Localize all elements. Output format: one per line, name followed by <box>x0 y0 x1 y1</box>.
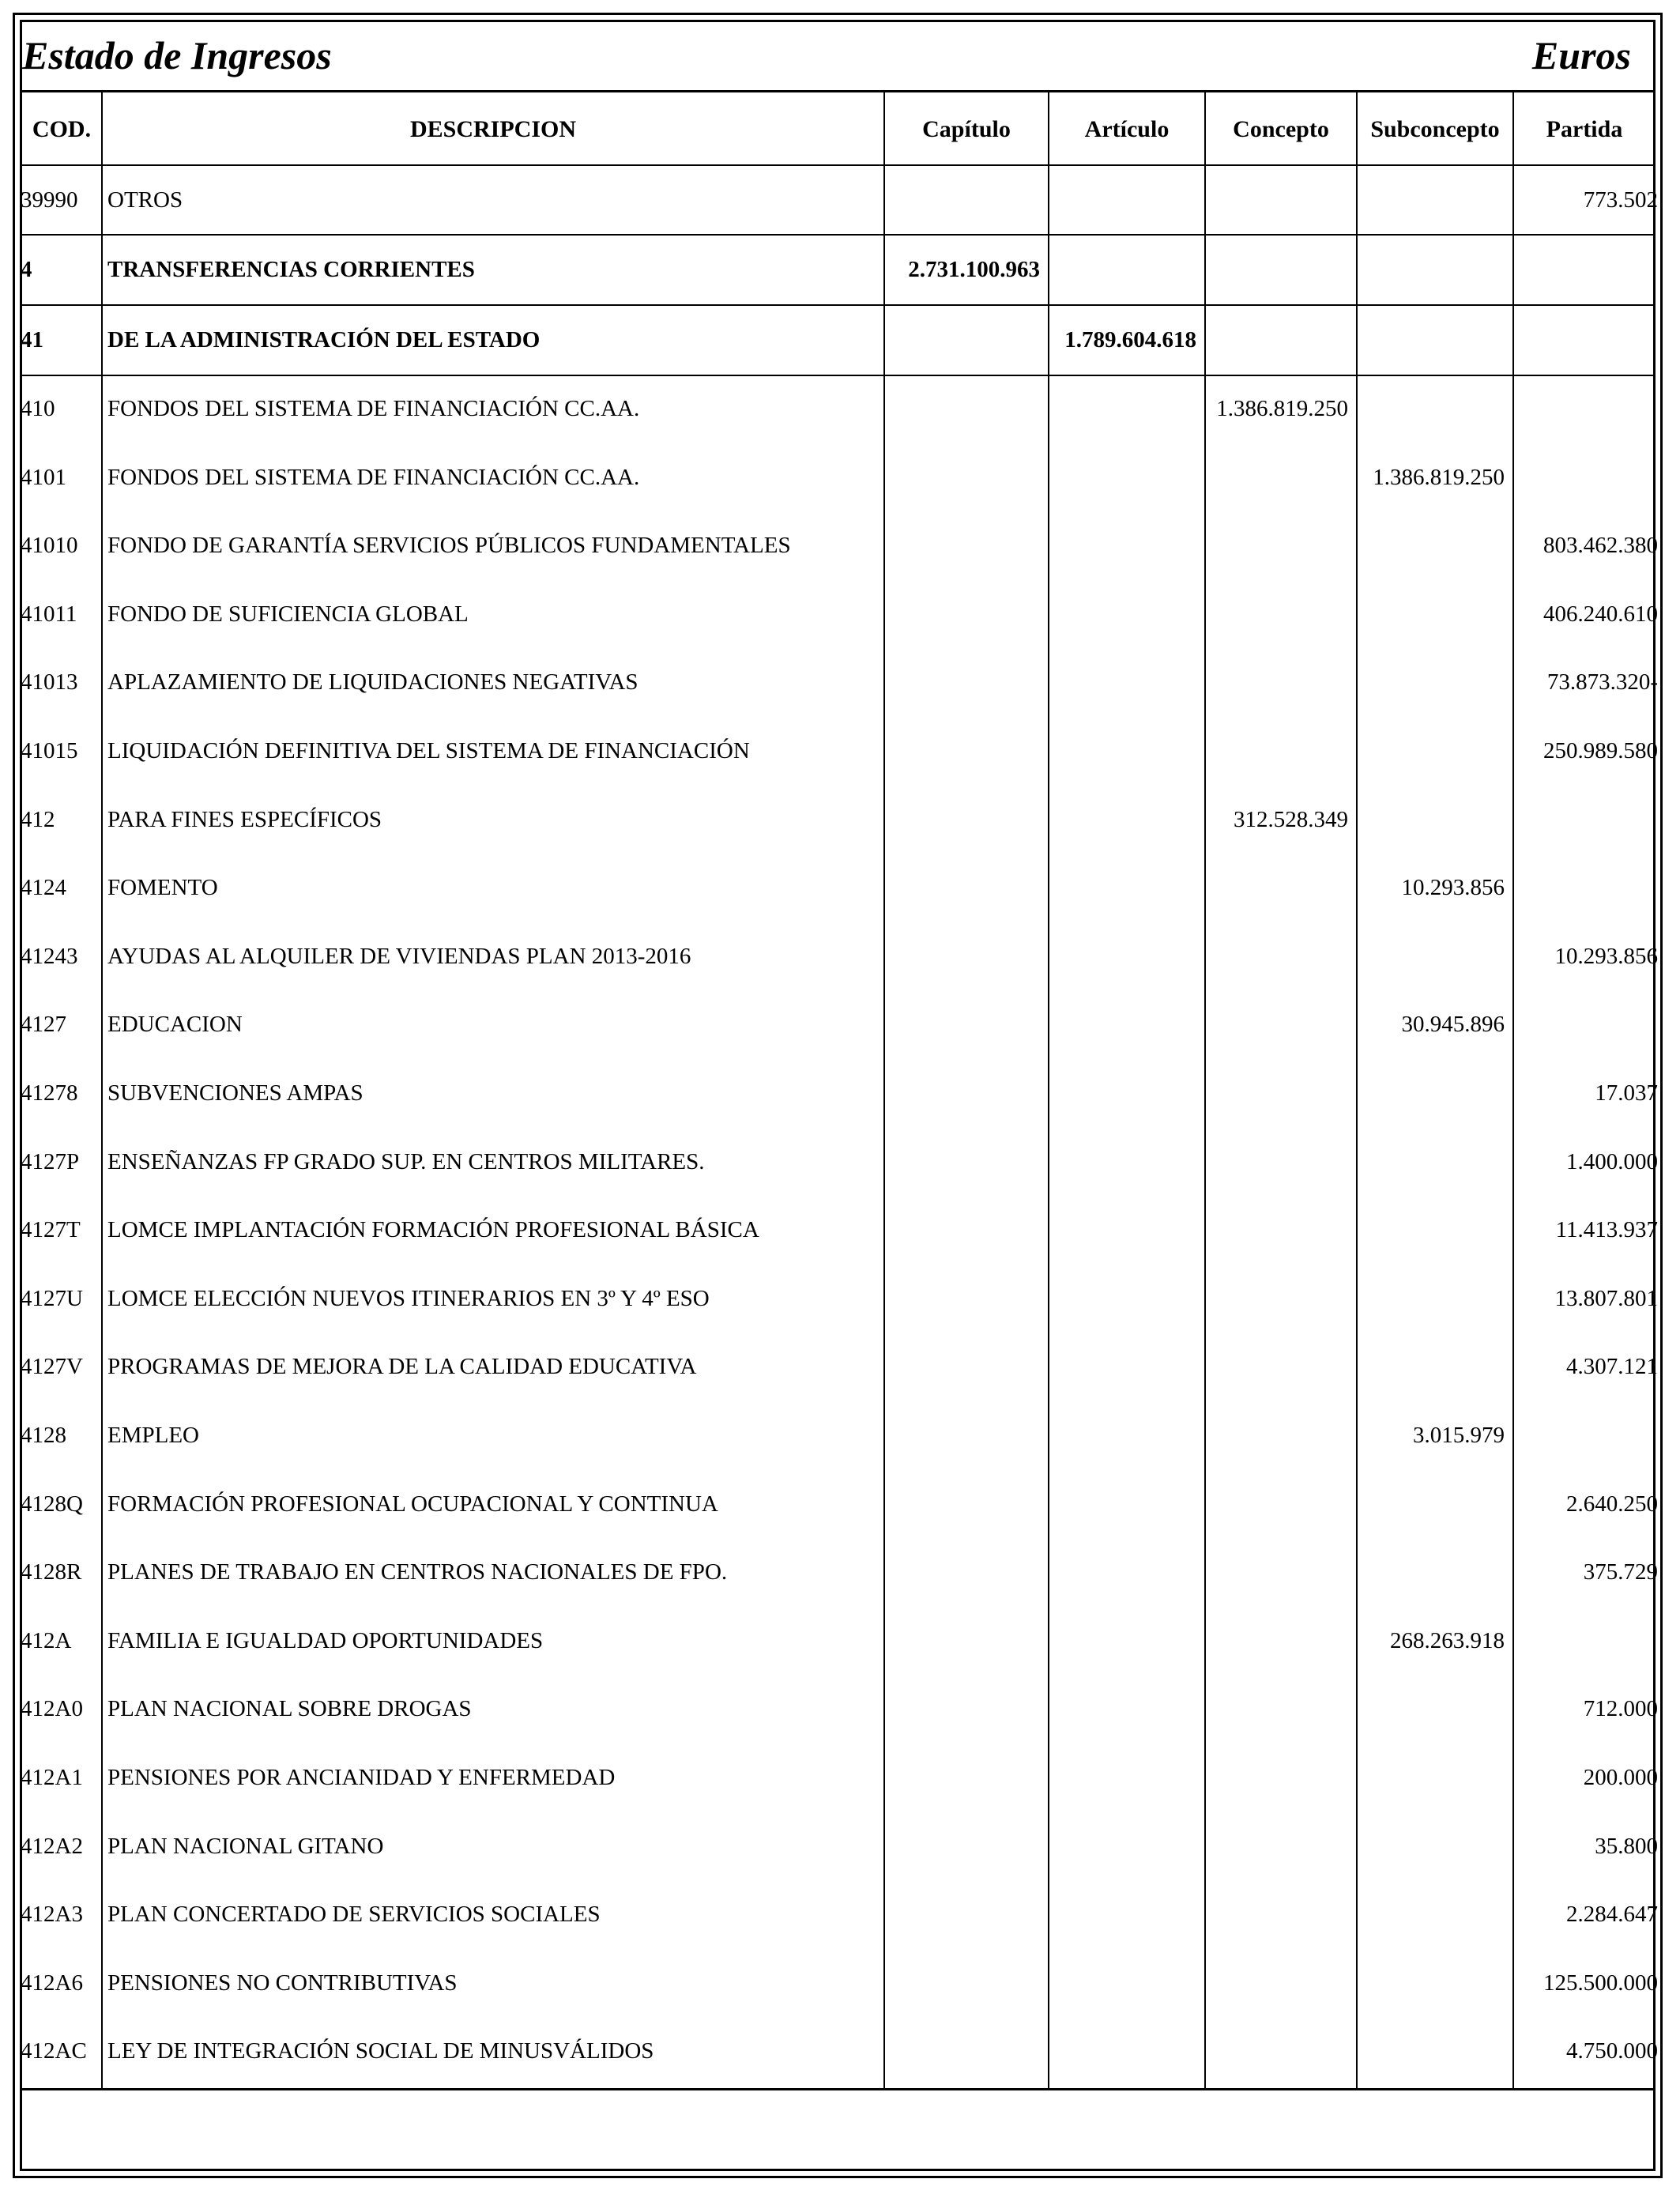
row-subconcepto <box>1358 1538 1505 1607</box>
row-code: 4127V <box>21 1354 83 1380</box>
row-capitulo <box>885 166 1040 235</box>
row-subconcepto: 1.386.819.250 <box>1373 464 1505 490</box>
table-row <box>0 580 1680 649</box>
row-partida <box>1514 786 1658 854</box>
table-row <box>0 648 1680 717</box>
row-capitulo <box>885 1607 1040 1676</box>
row-partida: 35.800 <box>1595 1833 1658 1859</box>
row-description: OTROS <box>107 187 183 213</box>
row-capitulo <box>885 854 1040 922</box>
row-partida <box>1514 375 1658 443</box>
row-articulo <box>1049 1538 1196 1607</box>
row-partida: 125.500.000 <box>1543 1970 1658 1996</box>
row-concepto <box>1206 1128 1348 1197</box>
row-subconcepto <box>1358 1675 1505 1744</box>
table-row <box>0 1744 1680 1812</box>
table-row <box>0 1949 1680 2018</box>
row-code: 412A <box>21 1627 72 1653</box>
row-code: 4127P <box>21 1148 80 1174</box>
row-capitulo <box>885 1401 1040 1470</box>
row-articulo <box>1049 236 1196 304</box>
row-concepto <box>1206 1949 1348 2018</box>
row-description: PLAN CONCERTADO DE SERVICIOS SOCIALES <box>107 1902 601 1928</box>
row-partida <box>1514 854 1658 922</box>
row-capitulo <box>885 1333 1040 1401</box>
table-row <box>0 1196 1680 1265</box>
table-row <box>0 786 1680 854</box>
row-concepto <box>1206 648 1348 717</box>
row-subconcepto <box>1358 1128 1505 1197</box>
row-articulo <box>1049 580 1196 649</box>
row-capitulo <box>885 990 1040 1059</box>
row-capitulo <box>885 306 1040 375</box>
row-concepto <box>1206 1607 1348 1676</box>
row-subconcepto <box>1358 1949 1505 2018</box>
table-row <box>0 2017 1680 2086</box>
row-code: 410 <box>21 396 55 421</box>
row-concepto: 1.386.819.250 <box>1216 396 1348 421</box>
row-code: 4128Q <box>21 1491 83 1517</box>
row-description: LIQUIDACIÓN DEFINITIVA DEL SISTEMA DE FINANCIACIÓN <box>107 738 750 763</box>
row-capitulo <box>885 580 1040 649</box>
row-partida <box>1514 306 1658 375</box>
row-subconcepto <box>1358 580 1505 649</box>
col-header-capitulo: Capítulo <box>922 116 1011 142</box>
row-subconcepto <box>1358 786 1505 854</box>
row-description: FOMENTO <box>107 875 218 901</box>
row-concepto <box>1206 717 1348 786</box>
row-articulo <box>1049 1196 1196 1265</box>
row-code: 412A6 <box>21 1970 83 1996</box>
col-header-partida: Partida <box>1546 116 1623 142</box>
row-concepto <box>1206 1470 1348 1539</box>
row-concepto <box>1206 1059 1348 1128</box>
row-capitulo: 2.731.100.963 <box>908 257 1040 282</box>
row-code: 41013 <box>21 669 78 696</box>
row-concepto <box>1206 511 1348 580</box>
row-description: EDUCACION <box>107 1012 243 1038</box>
row-subconcepto <box>1358 717 1505 786</box>
row-description: PROGRAMAS DE MEJORA DE LA CALIDAD EDUCATIVA <box>107 1354 697 1380</box>
row-code: 412A3 <box>21 1902 83 1928</box>
row-description: LOMCE ELECCIÓN NUEVOS ITINERARIOS EN 3º Y 4º ESO <box>107 1285 710 1311</box>
row-partida <box>1514 1401 1658 1470</box>
row-articulo <box>1049 1675 1196 1744</box>
row-description: PENSIONES NO CONTRIBUTIVAS <box>107 1970 458 1996</box>
table-row <box>0 1401 1680 1470</box>
row-capitulo <box>885 511 1040 580</box>
row-articulo <box>1049 1059 1196 1128</box>
row-description: FONDOS DEL SISTEMA DE FINANCIACIÓN CC.AA. <box>107 464 640 490</box>
row-concepto: 312.528.349 <box>1234 806 1348 832</box>
row-partida: 773.502 <box>1583 187 1658 213</box>
row-code: 4124 <box>21 875 66 901</box>
row-concepto <box>1206 166 1348 235</box>
row-capitulo <box>885 1059 1040 1128</box>
table-row <box>0 1538 1680 1607</box>
table-row <box>0 1470 1680 1539</box>
row-subconcepto <box>1358 1196 1505 1265</box>
row-concepto <box>1206 1744 1348 1812</box>
table-row <box>0 511 1680 580</box>
row-description: FONDOS DEL SISTEMA DE FINANCIACIÓN CC.AA. <box>107 396 640 421</box>
row-capitulo <box>885 1744 1040 1812</box>
table-row <box>0 717 1680 786</box>
row-subconcepto: 30.945.896 <box>1401 1012 1505 1038</box>
row-description: DE LA ADMINISTRACIÓN DEL ESTADO <box>107 327 541 352</box>
row-code: 412A0 <box>21 1696 83 1722</box>
row-subconcepto <box>1358 306 1505 375</box>
table-row <box>0 1880 1680 1949</box>
row-partida: 375.729 <box>1583 1559 1658 1585</box>
row-subconcepto <box>1358 511 1505 580</box>
row-partida: 10.293.856 <box>1554 943 1658 969</box>
row-capitulo <box>885 648 1040 717</box>
row-subconcepto <box>1358 2017 1505 2086</box>
col-header-articulo: Artículo <box>1084 116 1170 142</box>
row-capitulo <box>885 1538 1040 1607</box>
table-row <box>0 166 1680 235</box>
row-capitulo <box>885 1675 1040 1744</box>
row-partida: 250.989.580 <box>1543 738 1658 763</box>
table-row <box>0 306 1680 375</box>
row-concepto <box>1206 990 1348 1059</box>
row-partida: 1.400.000 <box>1566 1148 1658 1174</box>
row-subconcepto <box>1358 1812 1505 1881</box>
table-row <box>0 375 1680 443</box>
row-capitulo <box>885 443 1040 512</box>
row-subconcepto: 268.263.918 <box>1390 1627 1505 1653</box>
row-articulo <box>1049 922 1196 991</box>
page-title: Estado de Ingresos <box>22 33 332 77</box>
row-description: SUBVENCIONES AMPAS <box>107 1080 363 1106</box>
row-concepto <box>1206 306 1348 375</box>
row-subconcepto <box>1358 166 1505 235</box>
row-code: 41 <box>21 327 43 352</box>
row-description: PLANES DE TRABAJO EN CENTROS NACIONALES DE FPO. <box>107 1559 728 1585</box>
col-header-subconcepto: Subconcepto <box>1370 116 1500 142</box>
row-code: 412 <box>21 806 55 832</box>
row-description: FORMACIÓN PROFESIONAL OCUPACIONAL Y CONTINUA <box>107 1491 718 1517</box>
row-code: 4127 <box>21 1012 66 1038</box>
row-code: 39990 <box>21 187 78 213</box>
row-capitulo <box>885 2017 1040 2086</box>
row-capitulo <box>885 1196 1040 1265</box>
row-concepto <box>1206 922 1348 991</box>
row-articulo <box>1049 648 1196 717</box>
row-subconcepto <box>1358 375 1505 443</box>
row-capitulo <box>885 786 1040 854</box>
row-code: 412AC <box>21 2038 87 2064</box>
row-partida: 13.807.801 <box>1554 1285 1658 1311</box>
row-articulo <box>1049 990 1196 1059</box>
row-articulo <box>1049 717 1196 786</box>
table-row <box>0 1059 1680 1128</box>
table-row <box>0 443 1680 512</box>
row-capitulo <box>885 1812 1040 1881</box>
row-articulo <box>1049 1401 1196 1470</box>
row-description: PENSIONES POR ANCIANIDAD Y ENFERMEDAD <box>107 1765 616 1790</box>
row-concepto <box>1206 1265 1348 1333</box>
row-partida <box>1514 1607 1658 1676</box>
row-subconcepto <box>1358 1470 1505 1539</box>
table-row <box>0 1812 1680 1881</box>
row-partida: 803.462.380 <box>1543 533 1658 559</box>
row-subconcepto <box>1358 1333 1505 1401</box>
table-row <box>0 854 1680 922</box>
row-code: 412A1 <box>21 1765 83 1790</box>
row-articulo <box>1049 1333 1196 1401</box>
row-description: LOMCE IMPLANTACIÓN FORMACIÓN PROFESIONAL BÁSICA <box>107 1217 759 1243</box>
row-subconcepto <box>1358 648 1505 717</box>
row-code: 41010 <box>21 533 78 559</box>
row-code: 41278 <box>21 1080 78 1106</box>
row-capitulo <box>885 1949 1040 2018</box>
row-partida: 4.750.000 <box>1566 2038 1658 2064</box>
row-partida <box>1514 443 1658 512</box>
row-capitulo <box>885 1470 1040 1539</box>
table-row <box>0 1607 1680 1676</box>
row-code: 41011 <box>21 601 77 627</box>
row-concepto <box>1206 1675 1348 1744</box>
row-concepto <box>1206 236 1348 304</box>
col-header-descripcion: DESCRIPCION <box>409 116 577 142</box>
row-code: 4101 <box>21 464 66 490</box>
row-articulo <box>1049 2017 1196 2086</box>
row-articulo <box>1049 854 1196 922</box>
row-partida: 2.284.647 <box>1566 1902 1658 1928</box>
row-partida: 712.000 <box>1583 1696 1658 1722</box>
row-articulo <box>1049 1265 1196 1333</box>
row-concepto <box>1206 580 1348 649</box>
row-articulo <box>1049 166 1196 235</box>
row-concepto <box>1206 854 1348 922</box>
row-concepto <box>1206 1196 1348 1265</box>
row-partida: 406.240.610 <box>1543 601 1658 627</box>
row-description: APLAZAMIENTO DE LIQUIDACIONES NEGATIVAS <box>107 669 638 696</box>
currency-label: Euros <box>1531 33 1631 77</box>
row-articulo: 1.789.604.618 <box>1064 327 1196 352</box>
row-description: FAMILIA E IGUALDAD OPORTUNIDADES <box>107 1627 544 1653</box>
row-code: 41015 <box>21 738 78 763</box>
row-articulo <box>1049 1128 1196 1197</box>
row-code: 412A2 <box>21 1833 83 1859</box>
row-partida: 73.873.320- <box>1546 669 1658 696</box>
row-partida <box>1514 236 1658 304</box>
row-code: 4127U <box>21 1285 83 1311</box>
row-articulo <box>1049 1949 1196 2018</box>
table-bottom-rule <box>20 2088 1656 2090</box>
header-top-rule <box>20 90 1656 92</box>
table-row <box>0 990 1680 1059</box>
table-row <box>0 1265 1680 1333</box>
row-partida: 4.307.121 <box>1566 1354 1658 1380</box>
table-row <box>0 236 1680 304</box>
row-partida: 17.037 <box>1595 1080 1658 1106</box>
row-subconcepto <box>1358 1744 1505 1812</box>
row-code: 4 <box>21 257 32 282</box>
row-description: PARA FINES ESPECÍFICOS <box>107 806 382 832</box>
row-concepto <box>1206 1333 1348 1401</box>
row-articulo <box>1049 1744 1196 1812</box>
row-partida: 200.000 <box>1583 1765 1658 1790</box>
row-description: PLAN NACIONAL SOBRE DROGAS <box>107 1696 472 1722</box>
col-header-concepto: Concepto <box>1233 116 1329 142</box>
row-code: 41243 <box>21 943 78 969</box>
row-description: FONDO DE GARANTÍA SERVICIOS PÚBLICOS FUNDAMENTALES <box>107 533 791 559</box>
row-partida: 11.413.937 <box>1555 1217 1658 1243</box>
row-partida <box>1514 990 1658 1059</box>
row-subconcepto <box>1358 1880 1505 1949</box>
row-code: 4127T <box>21 1217 81 1243</box>
row-capitulo <box>885 1128 1040 1197</box>
row-articulo <box>1049 786 1196 854</box>
row-articulo <box>1049 1880 1196 1949</box>
row-description: FONDO DE SUFICIENCIA GLOBAL <box>107 601 469 627</box>
row-subconcepto <box>1358 1059 1505 1128</box>
row-capitulo <box>885 375 1040 443</box>
row-description: EMPLEO <box>107 1423 199 1448</box>
row-capitulo <box>885 922 1040 991</box>
row-subconcepto <box>1358 236 1505 304</box>
row-description: PLAN NACIONAL GITANO <box>107 1833 384 1859</box>
row-concepto <box>1206 1880 1348 1949</box>
row-code: 4128 <box>21 1423 66 1448</box>
table-row <box>0 1128 1680 1197</box>
table-row <box>0 1333 1680 1401</box>
row-capitulo <box>885 1880 1040 1949</box>
row-capitulo <box>885 1265 1040 1333</box>
row-articulo <box>1049 511 1196 580</box>
row-concepto <box>1206 443 1348 512</box>
row-articulo <box>1049 1812 1196 1881</box>
row-description: AYUDAS AL ALQUILER DE VIVIENDAS PLAN 2013-2016 <box>107 943 691 969</box>
row-articulo <box>1049 443 1196 512</box>
row-concepto <box>1206 1812 1348 1881</box>
row-subconcepto: 10.293.856 <box>1401 875 1505 901</box>
row-articulo <box>1049 1470 1196 1539</box>
row-code: 4128R <box>21 1559 82 1585</box>
row-articulo <box>1049 1607 1196 1676</box>
row-articulo <box>1049 375 1196 443</box>
row-partida: 2.640.250 <box>1566 1491 1658 1517</box>
row-concepto <box>1206 1401 1348 1470</box>
table-row <box>0 922 1680 991</box>
row-subconcepto <box>1358 922 1505 991</box>
table-row <box>0 1675 1680 1744</box>
row-capitulo <box>885 717 1040 786</box>
row-subconcepto: 3.015.979 <box>1413 1423 1505 1448</box>
col-header-cod: COD. <box>32 116 92 142</box>
row-description: LEY DE INTEGRACIÓN SOCIAL DE MINUSVÁLIDOS <box>107 2038 654 2064</box>
row-description: TRANSFERENCIAS CORRIENTES <box>107 257 475 282</box>
row-subconcepto <box>1358 1265 1505 1333</box>
row-description: ENSEÑANZAS FP GRADO SUP. EN CENTROS MILITARES. <box>107 1148 705 1174</box>
row-concepto <box>1206 1538 1348 1607</box>
row-concepto <box>1206 2017 1348 2086</box>
